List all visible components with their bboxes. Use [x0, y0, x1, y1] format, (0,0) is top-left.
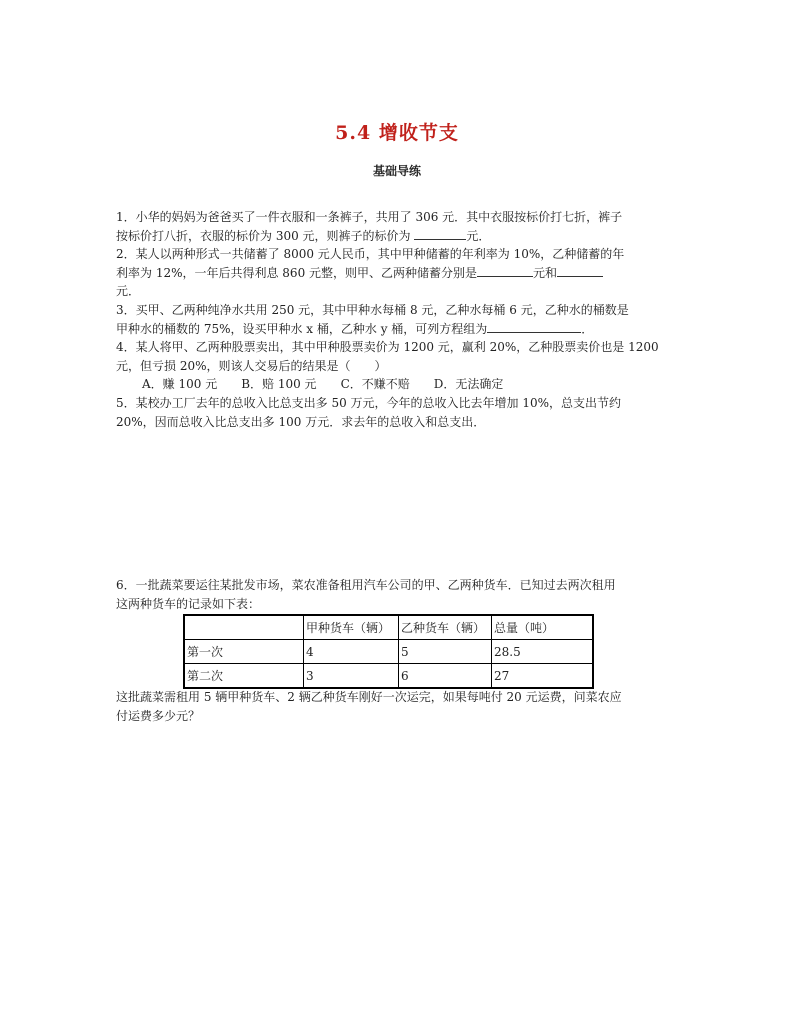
option-c: C．不赚不赔	[340, 377, 410, 392]
table-row	[184, 664, 593, 689]
table-cell: 第二次	[184, 664, 304, 689]
table-cell: 6	[399, 664, 492, 689]
table-cell: 27	[492, 664, 594, 689]
q6-block	[116, 576, 688, 613]
q6-after-line2: 付运费多少元？	[116, 708, 201, 723]
q2-line1: 2．某人以两种形式一共储蓄了 8000 元人民币，其中甲种储蓄的年利率为 10%，乙种储蓄的年	[116, 247, 625, 262]
section-subtitle: 基础导练	[372, 164, 421, 178]
q6-followup	[116, 688, 688, 725]
q2-line2: 利率为 12%，一年后共得利息 860 元整，则甲、乙两种储蓄分别是 元和	[116, 264, 688, 283]
table-header-cell	[184, 615, 304, 640]
table-header-cell: 乙种货车（辆）	[399, 615, 492, 640]
q4-line2: 元，但亏损 20%，则该人交易后的结果是（ ）	[116, 358, 387, 373]
q6-after-line1: 这批蔬菜需租用 5 辆甲种货车、2 辆乙种货车刚好一次运完，如果每吨付 20 元运费，问菜农应	[116, 690, 622, 704]
option-b: B．赔 100 元	[241, 377, 317, 392]
q1-line2: 按标价打八折，衣服的标价为 300 元，则裤子的标价为 元．	[116, 228, 491, 243]
table-header-row	[184, 615, 593, 640]
table-header-cell: 甲种货车（辆）	[304, 615, 399, 640]
q5-line2: 20%，因而总收入比总支出多 100 万元．求去年的总收入和总支出．	[116, 414, 486, 429]
q1-line1: 1．小华的妈妈为爸爸买了一件衣服和一条裤子，共用了 306 元．其中衣服按标价打七折，裤子	[116, 210, 623, 224]
table-cell: 4	[304, 640, 399, 664]
table-header-cell: 总量（吨）	[492, 615, 594, 640]
option-a: A．赚 100 元	[142, 377, 218, 392]
table-row	[184, 640, 593, 664]
q4-options	[116, 375, 688, 394]
option-d: D．无法确定	[433, 377, 504, 392]
truck-rental-table	[183, 614, 594, 689]
answer-blank	[414, 227, 466, 240]
page-title: 5.4 增收节支	[335, 122, 459, 144]
q3-line2: 甲种水的桶数的 75%，设买甲种水 x 桶，乙种水 y 桶，可列方程组为 ．	[116, 321, 594, 336]
table-cell: 5	[399, 640, 492, 664]
q5-line1: 5．某校办工厂去年的总收入比总支出多 50 万元，今年的总收入比去年增加 10%，总支出节约	[116, 395, 622, 410]
q6-line1: 6．一批蔬菜要运往某批发市场，菜农准备租用汽车公司的甲、乙两种货车．已知过去两次租用	[116, 578, 616, 592]
answer-blank	[557, 264, 603, 277]
q3-line1: 3．买甲、乙两种纯净水共用 250 元，其中甲种水每桶 8 元，乙种水每桶 6 元，乙种水的桶数是	[116, 302, 629, 317]
table-cell: 第一次	[184, 640, 304, 664]
q6-line2: 这两种货车的记录如下表：	[116, 596, 261, 611]
answer-blank	[487, 320, 581, 333]
q4-line1: 4．某人将甲、乙两种股票卖出，其中甲种股票卖价为 1200 元，赢利 20%，乙种股票卖价也是 1200	[116, 340, 659, 355]
table-cell: 28.5	[492, 640, 594, 664]
q2-line3: 元．	[116, 284, 141, 299]
questions-block	[116, 208, 688, 431]
answer-blank	[477, 264, 533, 277]
table-cell: 3	[304, 664, 399, 689]
